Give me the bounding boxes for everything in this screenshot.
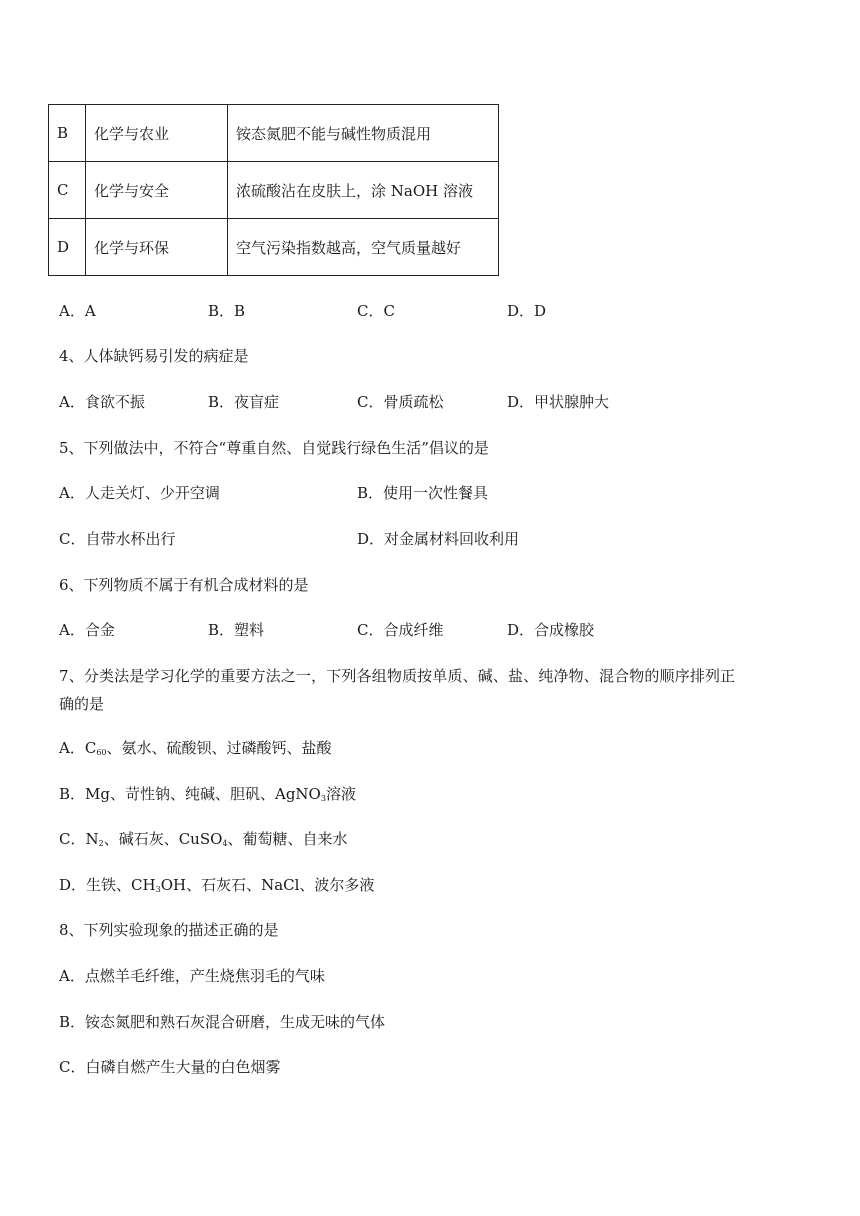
- q3-option-a: A．A: [59, 302, 96, 320]
- q7-option-b-post: 溶液: [325, 785, 356, 803]
- row-category: 化学与安全: [86, 162, 228, 219]
- q5-stem: 5、下列做法中，不符合“尊重自然、自觉践行绿色生活”倡议的是: [59, 439, 489, 457]
- q3-option-b: B．B: [208, 302, 246, 320]
- q7-option-a-sub: 60: [96, 748, 107, 757]
- q4-option-a: A．食欲不振: [59, 393, 145, 411]
- q7-option-d: [59, 874, 374, 895]
- q7-stem-line1: 7、分类法是学习化学的重要方法之一，下列各组物质按单质、碱、盐、纯净物、混合物的顺序排列正: [59, 667, 736, 685]
- q7-option-b-pre: B．Mg、苛性钠、纯碱、胆矾、AgNO: [59, 785, 321, 803]
- q8-option-a: A．点燃羊毛纤维，产生烧焦羽毛的气味: [59, 967, 325, 985]
- row-letter: C: [49, 162, 86, 219]
- q7-option-d-post: OH、石灰石、NaCl、波尔多液: [160, 876, 375, 894]
- q7-stem-line2: 确的是: [59, 695, 105, 713]
- q3-option-c: C．C: [357, 302, 395, 320]
- row-content: 浓硫酸沾在皮肤上，涂 NaOH 溶液: [228, 162, 499, 219]
- row-category: 化学与环保: [86, 219, 228, 276]
- q7-option-c-sub2: 4: [222, 839, 228, 848]
- q7-option-c-pre: C．N: [59, 830, 99, 848]
- q8-stem: 8、下列实验现象的描述正确的是: [59, 921, 279, 939]
- q7-option-a: [59, 737, 332, 758]
- q7-option-c-mid: 、碱石灰、CuSO: [103, 830, 223, 848]
- q7-option-b: [59, 783, 356, 804]
- q6-option-b: B．塑料: [208, 621, 265, 639]
- q4-option-d: D．甲状腺肿大: [507, 393, 610, 411]
- q4-stem: 4、人体缺钙易引发的病症是: [59, 347, 249, 365]
- table-row: [49, 219, 499, 276]
- q6-option-c: C．合成纤维: [357, 621, 444, 639]
- table-row: [49, 105, 499, 162]
- q4-option-c: C．骨质疏松: [357, 393, 444, 411]
- q5-option-c: C．自带水杯出行: [59, 530, 176, 548]
- q7-option-c-sub1: 2: [98, 839, 104, 848]
- q7-option-c: [59, 828, 348, 849]
- q6-stem: 6、下列物质不属于有机合成材料的是: [59, 576, 309, 594]
- q7-option-b-sub: 3: [320, 794, 326, 803]
- row-letter: B: [49, 105, 86, 162]
- row-category: 化学与农业: [86, 105, 228, 162]
- q3-option-d: D．D: [507, 302, 547, 320]
- q6-option-a: A．合金: [59, 621, 115, 639]
- q5-option-d: D．对金属材料回收利用: [357, 530, 520, 548]
- q7-option-d-pre: D．生铁、CH: [59, 876, 156, 894]
- q5-option-b: B．使用一次性餐具: [357, 484, 489, 502]
- row-letter: D: [49, 219, 86, 276]
- q7-option-a-pre: A．C: [59, 739, 97, 757]
- q8-option-b: B．铵态氮肥和熟石灰混合研磨，生成无味的气体: [59, 1013, 386, 1031]
- table-row: [49, 162, 499, 219]
- answer-table: [48, 104, 499, 276]
- q8-option-c: C．白磷自燃产生大量的白色烟雾: [59, 1058, 281, 1076]
- q7-option-a-post: 、氨水、硫酸钡、过磷酸钙、盐酸: [106, 739, 332, 757]
- row-content: 空气污染指数越高，空气质量越好: [228, 219, 499, 276]
- q6-option-d: D．合成橡胶: [507, 621, 595, 639]
- q4-option-b: B．夜盲症: [208, 393, 280, 411]
- row-content: 铵态氮肥不能与碱性物质混用: [228, 105, 499, 162]
- q5-option-a: A．人走关灯、少开空调: [59, 484, 220, 502]
- q7-option-d-sub: 3: [155, 885, 161, 894]
- q7-option-c-post: 、葡萄糖、自来水: [227, 830, 348, 848]
